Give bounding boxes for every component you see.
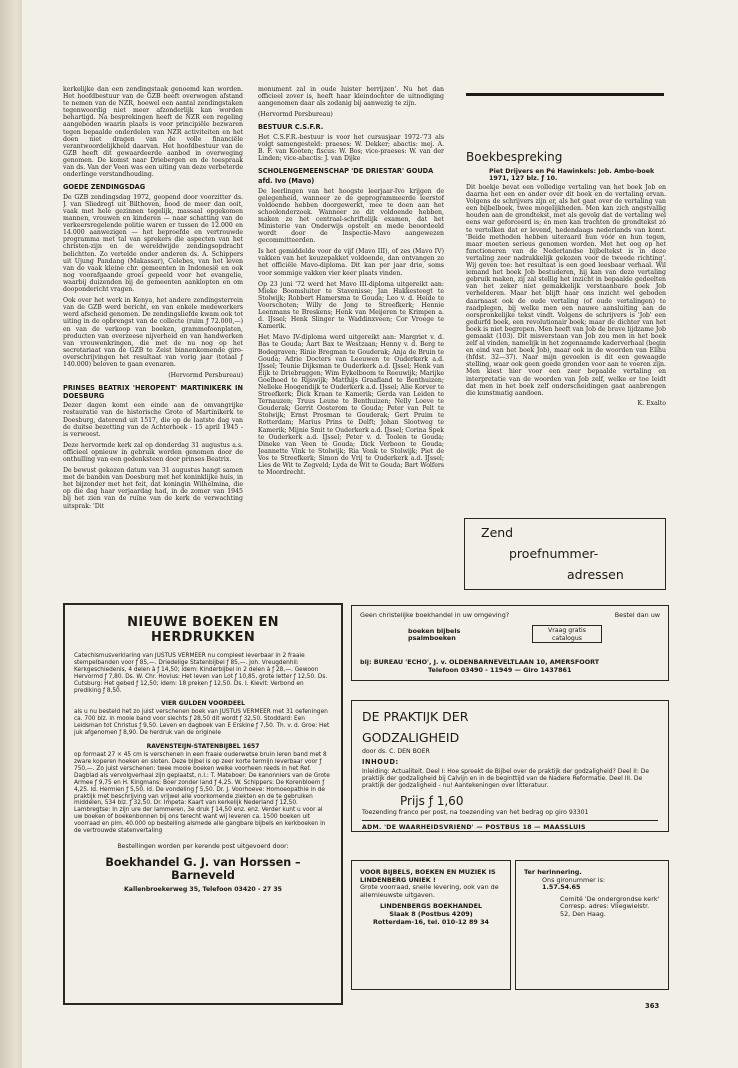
reminder-committee: Comité 'De ondergrondse kerk' Corresp. adres: Vliegwielstr. 52, Den Haag. (560, 894, 660, 918)
reminder-giro-number: 1.57.54.65 (542, 883, 581, 892)
previous-page-edge (0, 0, 22, 1068)
paragraph: De bewust gekozen datum van 31 augustus hangt samen met de banden van Doesburg met het koninklijke huis, in het bijzonder met het feit, dat koningin Wilhelmina, die op die dag haar verjaardag had, in de zomer van 1945 bij het zien van de ruïne van de kerk de verwachting uitsprak: 'Dit (63, 467, 243, 510)
ad-subheading: RAVENSTEIJN-STATENBIJBEL 1657 (146, 743, 260, 751)
paragraph: monument zal in oude luister herrijzen'. Nu het dan officieel zover is, heeft haar kleindochter de uitnodiging aangenomen daar als zodanig bij aanwezig te zijn. (258, 86, 444, 108)
lindenberg-name: LINDENBERGS BOEKHANDEL (379, 902, 483, 911)
section-heading: GOEDE ZENDINGSDAG (63, 183, 146, 192)
paragraph: Is het gemiddelde voor de vijf (Mavo III), of zes (Mavo IV) vakken van het keuzepakket voldoende, dan ontvangen ze het officiële Mavo-diploma. Dit kan per jaar drie, soms voor sommige vakken vier keer plaats vinden. (258, 248, 444, 277)
send-line-3: adressen (567, 567, 624, 582)
ad-subheading: VIER GULDEN VOORDEEL (161, 700, 245, 708)
ad-order-line: Bestellingen worden per kerende post uitgevoerd door: (117, 842, 289, 850)
top-rule (466, 93, 664, 96)
section-heading: PRINSES BEATRIX 'HEROPENT' MARTINIKERK IN DOESBURG (63, 384, 243, 400)
echo-advertisement (351, 605, 669, 681)
reminder-title: Ter herinnering. (524, 868, 582, 876)
lindenberg-title: VOOR BIJBELS, BOEKEN EN MUZIEK IS LINDENBERG UNIEK ! (360, 868, 496, 884)
paragraph: Op 23 juni '72 werd het Mavo III-diploma uitgereikt aan: Mieke Boomsluiter te Stavenisse; Jan Hakkesteegt te Stolwijk; Robbert Hamersma te Gouda; Leo v. d. Heide te Voorschoten; Willy de Jong te Streefkerk; Hennie Leenmans te Breskens; Henk van Meijeren te Krimpen a. d. IJssel; Henk Slinger te Waddinxveen; Cor Vroege te Kamerik. (258, 280, 444, 331)
paragraph: Het C.S.F.R.-bestuur is voor het cursusjaar 1972-'73 als volgt samengesteld: praeses: W. Dekker; abactis: mej. A. B. F. van Kooten; fiscus: W. Bos; vice-praeses: W. van der Linden; vice-abactis: J. van Dijke (258, 133, 444, 163)
praktijk-title-1: DE PRAKTIJK DER (362, 709, 469, 724)
praktijk-shipping: Toezending franco per post, na toezending van het bedrag op giro 93301 (362, 809, 589, 817)
ad-heading: NIEUWE BOEKEN EN HERDRUKKEN (127, 615, 279, 645)
praktijk-contents: Inleiding: Actualiteit. Deel I: Hoe spreekt de Bijbel over de praktijk der godzaligheid? Deel II: De praktijk der godzaligheid bij Calvijn en in de beginttijd van de Nadere Reformatie. Deel III. De praktijk der godzaligheid - nu! Aantekeningen over litteratuur. (362, 768, 650, 790)
send-line-1: Zend (481, 525, 514, 540)
ad-paragraph: als u nu besteld het zo juist verschenen boek van JUSTUS VERMEER met 31 oefeningen ca. 700 blz. in mooie band voor slechts ƒ 28,50 dit wordt ƒ 32,50. Stoddard: Een Leidsman tot Christus ƒ 9,50. Leven en dagboek van E Erskine ƒ 7,50. Th. v. d. Groe: Het juk afgenomen ƒ 8,90. De herdruk van de originele (74, 709, 330, 737)
review-book-info: Piet Drijvers en Pé Hawinkels: Job. Ambo-boek 1971, 127 blz. ƒ 10. (489, 168, 655, 183)
praktijk-advertisement (351, 700, 669, 832)
lindenberg-advertisement (351, 860, 511, 990)
praktijk-author: door ds. C. DEN BOER (362, 748, 430, 755)
praktijk-publisher: ADM. 'DE WAARHEIDSVRIEND' — POSTBUS 18 — MAASSLUIS (362, 820, 658, 831)
paragraph: De GZB zendingsdag 1972, geopend door voorzitter ds. J. van Sliedregt uit Bilthoven, bood de meer dan ooit, vaak met hele gezinnen tegelijk, massaal opgekomen mannen, vrouwen en kinderen — naar schatting van de verkeersregelende politie waren er tussen de 12.000 en 14.000 aanwezigen — het beproefde en vertrouwde programma met tal van sprekers die aspecten van het christen-zijn en de wereldwijde zendingsopdracht belichtten. Zo vertelde onder anderen ds. A. Schippers uit Ujung Pandang (Makassar), Celebes, van het leven van de vaak kleine chr. gemeenten in Indonesië en ook nog voorafgaande groei gepeeld voor het evangelie, waarbij duizenden bij de gemeenten aanklopten en om doopondericht vragen. (63, 193, 243, 294)
section-subheading: afd. Ivo (Mavo) (258, 176, 315, 185)
reminder-giro-label: Ons gironummer is: (542, 875, 606, 884)
article-column-2 (258, 86, 444, 598)
paragraph: De leerlingen van het hoogste leerjaar-Ivo krijgen de gelegenheid, wanneer ze de geprogrammeerde leerstof voldoende hebben doorgewerkt, mee te doen aan het schoolonderzoek. Wanneer ze dit voldoende hebben, maken ze het centraal-schriftelijk examen, dat het Ministerie van Onderwijs opstelt en mede beoordeeld wordt door de Inspectie-Mavo aangewezen gecommitteerden. (258, 187, 444, 245)
review-body (466, 184, 666, 474)
byline: (Hervormd Persbureau) (168, 372, 243, 380)
echo-line-1a: Geen christelijke boekhandel in uw omgeving? (360, 611, 510, 619)
review-text: Dit boekje bevat een volledige vertaling van het boek Job en daarna het een en ander over dit boek en de vertaling ervan. Volgens de schrijvers zijn er, als het gaat over de vertaling van een bijbelboek, twee mogelijkheden. Men kan zich angstvallig houden aan de grondtekst, met als gevolg dat de vertaling wel eens war geforceerd is; én men kan trachten de grondtekst zó te vertolken dat er levend, hedendaags nederlands van komt. 'Beide methoden hebben uiteraard hun vóór en hun tegen, maar moeten serieus genomen worden. Met het oog op het functioneren van de Nederlandse bijbeltekst is in deze vertaling zeer nadrukkelijk gekozen voor de tweede richting'. Wij geven toe: het resultaat is een goed leesbaar verhaal. Wil iemand het boek Job bestuderen, hij kan van deze vertaling gebruik maken, zij zal stellig het inzicht in bepaalde gedeelten van het zeker niet gemakkelijk verstaanbare boek Job verhelderen. Maar het blijft haar ons inzicht wel geboden daarnaast ook de oude vertaling (of oude vertalingen) te raadplegen, bij welke men een nauwe aansluiting aan de oorspronkelijke tekst vindt. Volgens de schrijvers is 'Job' een gedurfd boek, een revolutionair boek; maar de dichter van het boek is niet begrepen. Men heeft van Job de brave lijdzame Job gemaakt (103). Dit misverstaan van Job zou men in het boek zelf al vinden, namelijk in het zogenaamde kaderverhaal (begin en eind van het boek Job), maar ook in de woorden van Elihu (hfdst. 32—37). Naar mijn gevoelen is dit een gewaagde stelling, waar ook geen goede gronden voor aan te voeren zijn. Men kiest hier voor een zeer bepaalde vertaling en interpretatie van de woorden van Job zelf, welke er toe leidt dat men in het boek zelf onderscheidingen gaat aanbrengen die kunstmatig aandoen. (466, 184, 666, 397)
review-author: K. Exalto (637, 399, 666, 407)
paragraph: Dezer dagen komt een einde aan de omvangrijke restauratie van de historische Grote of Martinikerk te Doesburg, daterend uit 1517, die op de laatste dag van de duitse bezetting van de Achterhoek - 15 april 1945 - is verwoest. (63, 402, 243, 438)
lindenberg-street: Slaak 8 (Postbus 4209) (389, 909, 473, 918)
paragraph: Deze hervormde kerk zal op donderdag 31 augustus a.s. officieel opnieuw in gebruik worden genomen door de onthulling van een gedenksteen door prinses Beatrix. (63, 441, 243, 463)
lindenberg-city: Rotterdam-16, tel. 010-12 89 34 (372, 917, 489, 926)
echo-telephone: Telefoon 03490 - 11949 — Giro 1437861 (428, 665, 572, 674)
echo-bureau: bij: BUREAU 'ECHO', J. v. OLDENBARNEVELTLAAN 10, AMERSFOORT (360, 658, 600, 667)
new-books-advertisement (63, 603, 343, 1005)
ad-paragraph: Catechismusverklaring van JUSTUS VERMEER nu compleet leverbaar in 2 fraaie stempelbanden voor ƒ 85,—. Driedelige Statenbijbel ƒ 85,—. Joh. Vreugdenhil: Kerkgeschiedenis, 4 delen à ƒ 14,50; idem: Kinderbijbel in 2 delen à ƒ 28,—. Gewoon Hervormd ƒ 7,80. Ds. W. Chr. Hovius: Het leven van Lot ƒ 10,85, grote letter ƒ 12,50. Ds. Cutsburg: Het gebed ƒ 12,50; idem: 18 preken ƒ 12,50. Ds. I. Kievit: Verbond en prediking ƒ 8,50. (74, 653, 328, 694)
section-heading: SCHOLENGEMEENSCHAP 'DE DRIESTAR' GOUDA (258, 167, 434, 176)
ad-paragraph: op formaat 27 × 45 cm is verschenen in een fraaie ouderwetse bruin leren band met 8 zware koperen hoeken en sloten. Deze bijbel is op zeer korte termijn leverbaar voor ƒ 750,—. Zo juist verschenen: twee mooie boeken welke voorheen reeds in het Ref. Dagblad als vervolgverhaal zijn geplaatst, n.l.: T. Mateboer: De kanonniers van de Grote Armee ƒ 9,75 en H. Kingmans: Boer zonder land ƒ 4,25. W. Schippers: De Korenbloem ƒ 4,25. Id. Hermien ƒ 5,50. id. De vondeling ƒ 5,50. Dr. J. Voorhoeve: Homoeopathie in de praktijk met beschrijving van vrijwel alle voorkomende ziekten en de te gebruiken middelen, 534 blz. ƒ 32,50. Dr. Impeta: Kaart van kerkelijk Nederland ƒ 12,50. Lambregtse: In zijn ure der lammeren, 3e druk ƒ 14,50 enz. enz. Verder kunt u voor al uw boeken of boekenbonnen bij ons terecht want wij leveren ca. 1500 boeken uit voorraad en plm. 40.000 op bestelling alsmede alle gangbare bijbels en kerkboeken in de vertrouwde statenvertaling (74, 752, 330, 835)
paragraph: Ook over het werk in Kenya, het andere zendingsterrein van de GZB werd bericht, en van enkele medewerkers werd afscheid genomen. De zendingsliefde kwam ook tot uiting in de opbrengst van de collecte (ruim ƒ 72.000,—) en van de verkoop van boeken, grammofoonplaten, producten van overzeese nijverheid en van handwerken van vrouwenkringen, die met de nu nog op het secretariaat van de GZB te Zeist binnenkomende giro-overschrijvingen het resultaat van vorig jaar (totaal ƒ 140.000) beloven te gaan evenaren. (63, 297, 243, 368)
bookshop-name: Boekhandel G. J. van Horssen – Barneveld (105, 855, 301, 882)
review-heading: Boekbespreking (466, 150, 563, 164)
echo-items: boeken bijbels psalmboeken (408, 627, 461, 643)
send-addresses-box (464, 518, 666, 590)
article-column-1 (63, 86, 243, 598)
section-heading: BESTUUR C.S.F.R. (258, 123, 324, 132)
praktijk-price: Prijs ƒ 1,60 (400, 794, 464, 809)
page-number: 363 (645, 1002, 660, 1010)
praktijk-contents-label: INHOUD: (362, 758, 399, 766)
echo-line-1b: Bestel dan uw (614, 611, 660, 619)
byline: (Hervormd Persbureau) (258, 111, 333, 119)
praktijk-title-2: GODZALIGHEID (362, 730, 460, 745)
bookshop-address: Kallenbroekerweg 35, Telefoon 03420 - 27 35 (124, 885, 282, 893)
lindenberg-line: Grote voorraad, snelle levering, ook van de allernieuwste uitgaven. (360, 883, 499, 899)
send-line-2: proefnummer- (509, 546, 599, 561)
catalog-box: Vraag gratis catalogus (532, 625, 602, 643)
paragraph: Het Mavo IV-diploma werd uitgereikt aan: Margriet v. d. Bas te Gouda; Aart Bax te Westzaan; Henny v. d. Berg te Bodegraven; Rinie Bregman te Gouderak; Anja de Bruin te Gouda; Adrie Docters van Leeuwen te Ouderkerk a.d. IJssel; Teunie Dijksman te Ouderkerk a.d. IJssel; Henk van Eijk te Driebruggen; Wim Eykelboom te Reeuwijk; Marijke Goelhoed te Rijswijk; Matthijs Graafland te Benthuizen; Nelleke Hoogendijk te Ouderkerk a.d. IJssel; Alie Korver te Streefkerk; Dick Kraan te Kamerik; Gerda van Leiden te Ternauzen; Truus Leune te Benthuizen; Nelly Loeve te Gouderak; Gerrit Oosterom te Gouda; Peter van Pelt te Stolwijk; Ernst Prosman te Gouderak; Gert Pruim te Rotterdam; Marius Prins te Delft; Johan Slootweg te Kamerik; Mijnie Smit te Ouderkerk a.d. IJssel; Corina Spek te Ouderkerk a.d. IJssel; Peter v. d. Toolen te Gouda; Dineke van Veen te Gouda; Dick Verboon te Gouda; Jeannette Vink te Stolwijk; Ria Vonk te Stolwijk; Piet de Vos te Streefkerk; Simon de Vrij te Ouderkerk a.d. IJssel; Lies de Wit te Zegveld; Lyda de Wit te Gouda; Bart Wolfers te Moordrecht. (258, 334, 444, 477)
paragraph: kerkelijke dan een zendingstaak genoemd kan worden. Het hoofdbestuur van de GZB heeft overwogen afstand te nemen van de NZR, hoewel een aantal zendingstaken tegenwoordig niet meer afzonderlijk kan worden behartigd. Na besprekingen heeft de NZR een regeling aangeboden waarin plaats is voor principiële bezwaren tegen bepaalde onderdelen van NZR activiteiten en het doen niet dragen van de volle financiële verantwoordelijkheid daarvan. Het hoofdbestuur van de GZB heeft dit gewaardeerde aanbod in overweging genomen. De komst naar Driebergen en de toespraak van ds. Van der Veen was een uiting van deze verbeterde onderlinge verstandhouding. (63, 86, 243, 179)
reminder-advertisement (515, 860, 669, 990)
